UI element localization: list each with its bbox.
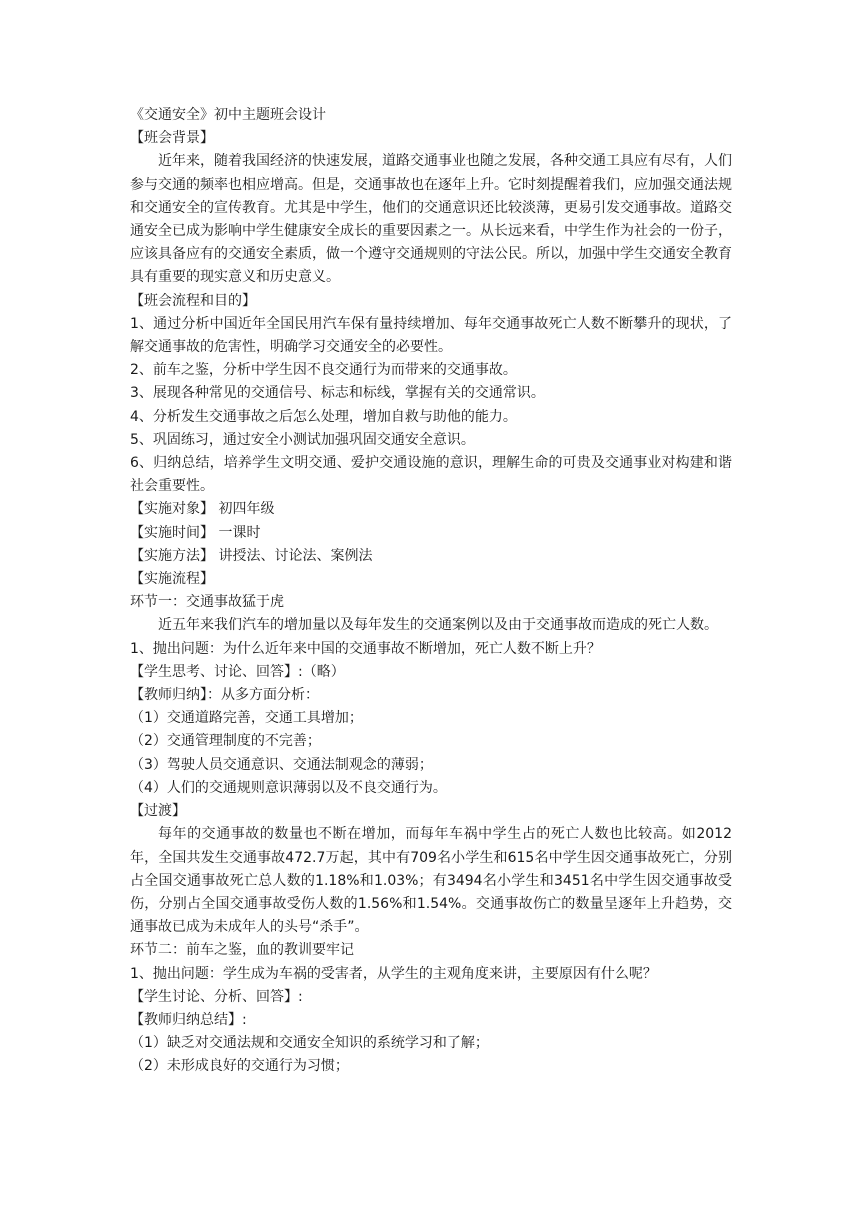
section-heading: 【班会背景】: [130, 130, 214, 147]
section-heading: 【过渡】: [130, 803, 186, 820]
section-heading: 【实施时间】 一课时: [130, 524, 261, 541]
paragraph: 近五年来我们汽车的增加量以及每年发生的交通案例以及由于交通事故而造成的死亡人数。: [158, 617, 718, 634]
paragraph: 5、巩固练习，通过安全小测试加强巩固交通安全意识。: [130, 431, 475, 448]
paragraph: （1）交通道路完善，交通工具增加；: [130, 710, 363, 727]
paragraph: 1、抛出问题：学生成为车祸的受害者，从学生的主观角度来讲，主要原因有什么呢？: [130, 965, 657, 982]
section-heading: 【教师归纳】：从多方面分析：: [130, 687, 319, 704]
section-heading: 【实施流程】: [130, 571, 214, 588]
paragraph: 3、展现各种常见的交通信号、标志和标线，掌握有关的交通常识。: [130, 385, 545, 402]
section-heading: 【教师归纳总结】:: [130, 1011, 247, 1028]
paragraph: （2）交通管理制度的不完善；: [130, 733, 321, 750]
section-heading: 【学生思考、讨论、回答】:（略）: [130, 663, 345, 680]
paragraph: 环节二：前车之鉴，血的教训要牢记: [130, 942, 354, 959]
section-heading: 【班会流程和目的】: [130, 292, 256, 309]
section-heading: 【实施方法】 讲授法、讨论法、案例法: [130, 547, 373, 564]
paragraph: （2）未形成良好的交通行为习惯；: [130, 1058, 349, 1075]
paragraph: 1、抛出问题：为什么近年来中国的交通事故不断增加，死亡人数不断上升？: [130, 640, 601, 657]
paragraph: 4、分析发生交通事故之后怎么处理，增加自救与助他的能力。: [130, 408, 517, 425]
section-heading: 【学生讨论、分析、回答】:: [130, 988, 303, 1005]
paragraph: （1）缺乏对交通法规和交通安全知识的系统学习和了解；: [130, 1035, 489, 1052]
paragraph: 近年来，随着我国经济的快速发展，道路交通事业也随之发展，各种交通工具应有尽有，人们参与交通的频率也相应增高。但是，交通事故也在逐年上升。它时刻提醒着我们，应加强交通法规和交通安全的宣传教育。尤其是中学生，他们的交通意识还比较淡薄，更易引发交通事故。道路交通安全已成为影响中学生健康安全成长的重要因素之一。从长远来看，中学生作为社会的一份子，应该具备应有的交通安全素质，做一个遵守交通规则的守法公民。所以，加强中学生交通安全教育具有重要的现实意义和历史意义。: [130, 153, 732, 286]
section-heading: 【实施对象】 初四年级: [130, 501, 275, 518]
document-body: [130, 127, 732, 1078]
paragraph: 每年的交通事故的数量也不断在增加，而每年车祸中学生占的死亡人数也比较高。如2012年，全国共发生交通事故472.7万起，其中有709名小学生和615名中学生因交通事故死亡，分别占全国交通事故死亡总人数的1.18%和1.03%；有3494名小学生和3451名中学生因交通事故受伤，分别占全国交通事故受伤人数的1.56%和1.54%。交通事故伤亡的数量呈逐年上升趋势，交通事故已成为未成年人的头号“杀手”。: [130, 826, 732, 936]
paragraph: 6、归纳总结，培养学生文明交通、爱护交通设施的意识，理解生命的可贵及交通事业对构建和谐社会重要性。: [130, 455, 732, 495]
document-title: 《交通安全》初中主题班会设计: [130, 107, 326, 123]
paragraph: 2、前车之鉴，分析中学生因不良交通行为而带来的交通事故。: [130, 362, 517, 379]
paragraph: 环节一：交通事故猛于虎: [130, 594, 284, 611]
paragraph: （4）人们的交通规则意识薄弱以及不良交通行为。: [130, 779, 447, 796]
document-page: [130, 104, 732, 1079]
paragraph: 1、通过分析中国近年全国民用汽车保有量持续增加、每年交通事故死亡人数不断攀升的现状，了解交通事故的危害性，明确学习交通安全的必要性。: [130, 315, 732, 356]
paragraph: （3）驾驶人员交通意识、交通法制观念的薄弱；: [130, 756, 433, 773]
